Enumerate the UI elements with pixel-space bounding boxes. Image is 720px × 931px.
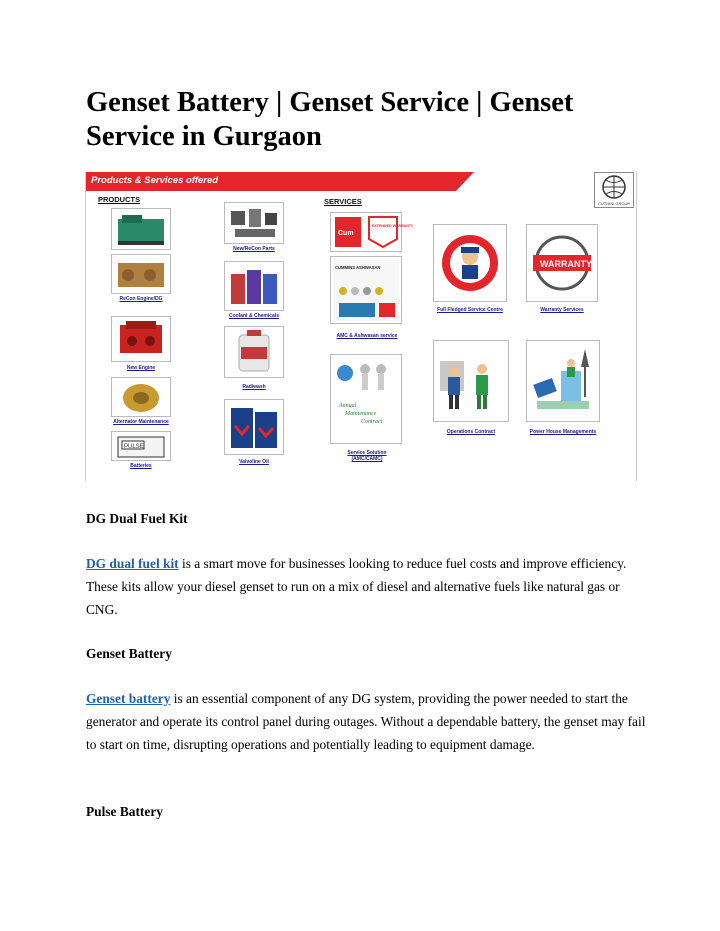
caption-radiwash: Radiwash — [242, 384, 266, 390]
caption-power-house: Power House Managements — [529, 429, 597, 435]
operations-contract-image — [433, 340, 509, 422]
svg-text:WARRANTY: WARRANTY — [540, 259, 592, 269]
genset-battery-link[interactable]: Genset battery — [86, 691, 171, 706]
caption-service-solution: Service Solution (AMC/CAMC) — [347, 450, 387, 462]
generator-image — [111, 208, 171, 250]
battery-image — [111, 431, 171, 461]
company-logo — [594, 172, 634, 208]
services-heading: SERVICES — [324, 197, 362, 206]
caption-valvoline: Valvoline Oil — [239, 459, 269, 465]
warranty-image — [526, 224, 598, 302]
banner-header: Products & Services offered — [91, 175, 219, 186]
svg-text:Maintenance: Maintenance — [345, 411, 377, 417]
valvoline-image — [224, 399, 284, 455]
cummins-warranty-image — [330, 212, 414, 252]
caption-amc-ashwasan: AMC & Ashwasan service — [336, 333, 398, 339]
caption-new-recon-parts: New/ReCon Parts — [233, 246, 275, 252]
section-paragraph-dual-fuel — [86, 552, 646, 621]
logo-caption: CUTHINI GROUP — [598, 201, 630, 206]
caption-batteries: Batteries — [130, 463, 152, 469]
alternator-image — [111, 377, 171, 417]
service-solution-image — [330, 354, 402, 444]
caption-new-engine: New Engine — [126, 365, 156, 371]
svg-text:PULSE: PULSE — [124, 444, 144, 450]
svg-text:EXTENDED WARRANTY: EXTENDED WARRANTY — [372, 224, 414, 228]
power-house-image — [526, 340, 600, 422]
section-heading-dual-fuel: DG Dual Fuel Kit — [86, 511, 188, 526]
service-centre-image — [433, 224, 507, 302]
section-paragraph-genset-battery — [86, 687, 646, 756]
caption-coolant: Coolant & Chemicals — [228, 313, 279, 319]
caption-recon-engine: ReCon Engine/DG — [119, 296, 163, 302]
new-engine-image — [111, 316, 171, 362]
svg-text:CUMMINS ASHWASAN: CUMMINS ASHWASAN — [335, 265, 381, 270]
caption-full-service: Full Fledged Service Centre — [437, 307, 503, 313]
svg-text:Annual: Annual — [339, 403, 357, 409]
svg-text:Contract: Contract — [361, 419, 383, 425]
radiwash-image — [224, 326, 284, 378]
caption-operations: Operations Contract — [446, 429, 496, 435]
caption-alternator: Alternator Maintenance — [113, 419, 169, 425]
recon-engine-image — [111, 254, 171, 294]
svg-text:SERVICE CENTRE: SERVICE CENTRE — [448, 291, 492, 297]
dual-fuel-text: is a smart move for businesses looking to reduce fuel costs and improve efficiency. These kits allow your diesel genset to run on a mix of diesel and alternative fuels like natural gas or CNG. — [86, 556, 627, 617]
page-title: Genset Battery | Genset Service | Genset Service in Gurgaon — [86, 87, 574, 152]
products-heading: PRODUCTS — [98, 195, 141, 204]
dual-fuel-kit-link[interactable]: DG dual fuel kit — [86, 556, 179, 571]
section-heading-pulse-battery: Pulse Battery — [86, 804, 163, 819]
caption-warranty-services: Warranty Services — [540, 307, 584, 313]
genset-battery-text: is an essential component of any DG system, providing the power needed to start the generator and operate its control panel during outages. Without a dependable battery, the genset may fail to start on time, disrupting operations and potentially leading to equipment damage. — [86, 691, 646, 752]
coolant-image — [224, 261, 284, 311]
products-services-banner — [85, 172, 637, 481]
svg-text:Cum: Cum — [338, 230, 354, 237]
recon-parts-image — [224, 202, 284, 244]
ashwasan-flyer-image — [330, 256, 402, 324]
section-heading-genset-battery: Genset Battery — [86, 646, 172, 661]
